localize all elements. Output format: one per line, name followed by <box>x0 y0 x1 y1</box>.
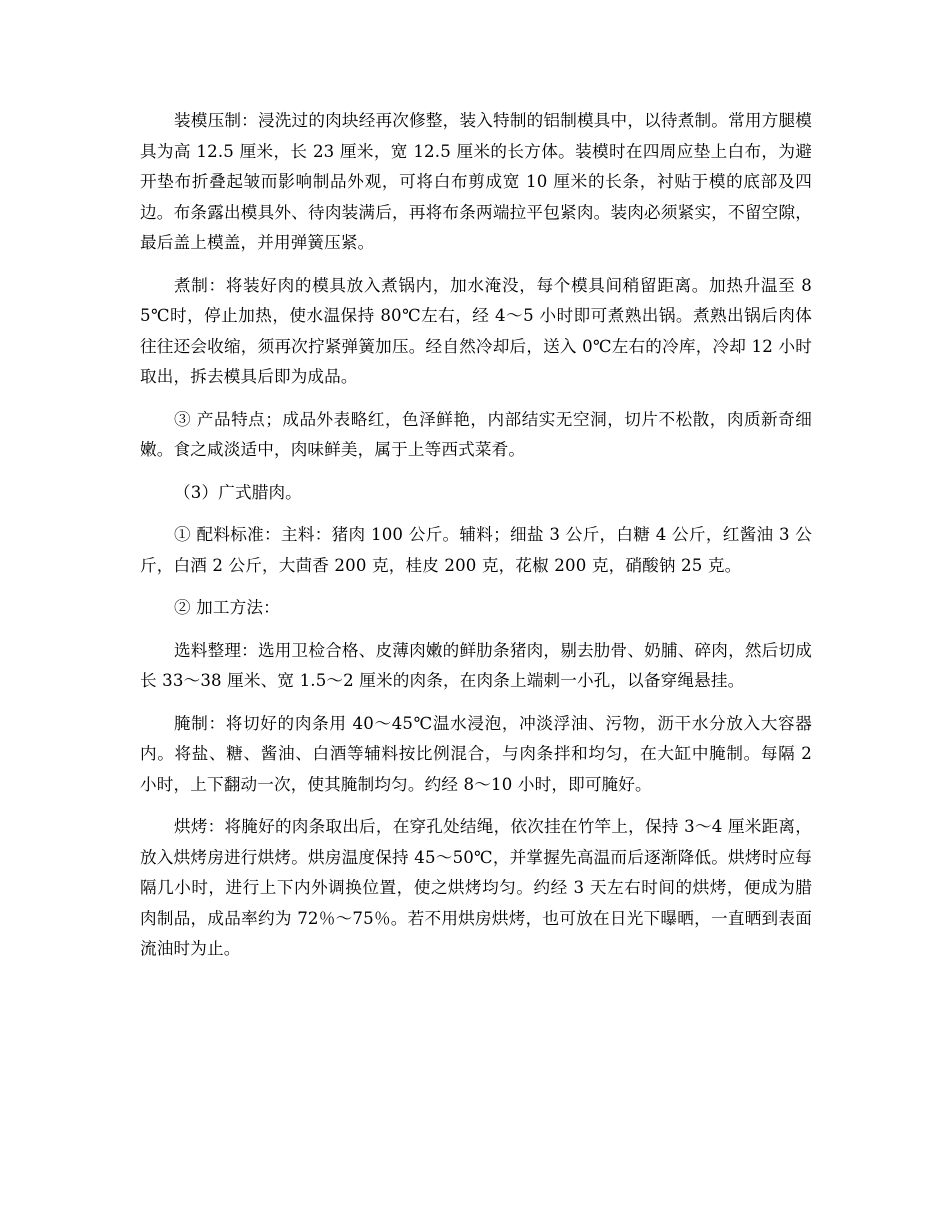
paragraph-processing-method: ② 加工方法： <box>174 598 280 617</box>
paragraph-material-selection: 选料整理：选用卫检合格、皮薄肉嫩的鲜肋条猪肉，剔去肋骨、奶脯、碎肉，然后切成长 33～38 厘米、宽 1.5～2 厘米的肉条，在肉条上端刺一小孔，以备穿绳悬挂。 <box>140 640 812 690</box>
section-heading-cantonese-bacon: （3）广式腊肉。 <box>174 482 302 502</box>
paragraph-product-features: ③ 产品特点；成品外表略红，色泽鲜艳，内部结实无空洞，切片不松散，肉质新奇细嫩。食之咸淡适中，肉味鲜美，属于上等西式菜肴。 <box>140 409 812 459</box>
paragraph-boiling: 煮制：将装好肉的模具放入煮锅内，加水淹没，每个模具间稍留距离。加热升温至 85℃时，停止加热，使水温保持 80℃左右，经 4～5 小时即可煮熟出锅。煮熟出锅后肉体往往还会收缩，须再次拧紧弹簧加压。经自然冷却后，送入 0℃左右的冷库，冷却 12 小时取出，拆去模具后即为成品。 <box>140 275 812 386</box>
paragraph-mold-pressing: 装模压制：浸洗过的肉块经再次修整，装入特制的铝制模具中，以待煮制。常用方腿模具为高 12.5 厘米，长 23 厘米，宽 12.5 厘米的长方体。装模时在四周应垫上白布，为避开垫布折叠起皱而影响制品外观，可将白布剪成宽 10 厘米的长条，衬贴于模的底部及四边。布条露出模具外、待肉装满后，再将布条两端拉平包紧肉。装肉必须紧实，不留空隙，最后盖上模盖，并用弹簧压紧。 <box>140 111 812 252</box>
paragraph-ingredients: ① 配料标准：主料：猪肉 100 公斤。辅料；细盐 3 公斤，白糖 4 公斤，红酱油 3 公斤，白酒 2 公斤，大茴香 200 克，桂皮 200 克，花椒 200 克，硝酸钠 25 克。 <box>140 525 812 575</box>
paragraph-baking: 烘烤：将腌好的肉条取出后，在穿孔处结绳，依次挂在竹竿上，保持 3～4 厘米距离，放入烘烤房进行烘烤。烘房温度保持 45～50℃，并掌握先高温而后逐渐降低。烘烤时应每隔几小时，进行上下内外调换位置，使之烘烤均匀。约经 3 天左右时间的烘烤，便成为腊肉制品，成品率约为 72％～75％。若不用烘房烘烤，也可放在日光下曝晒，一直晒到表面流油时为止。 <box>140 817 812 958</box>
document-page <box>140 106 812 977</box>
paragraph-curing: 腌制：将切好的肉条用 40～45℃温水浸泡，冲淡浮油、污物，沥干水分放入大容器内。将盐、糖、酱油、白酒等辅料按比例混合，与肉条拌和均匀，在大缸中腌制。每隔 2 小时，上下翻动一次，使其腌制均匀。约经 8～10 小时，即可腌好。 <box>140 713 812 794</box>
